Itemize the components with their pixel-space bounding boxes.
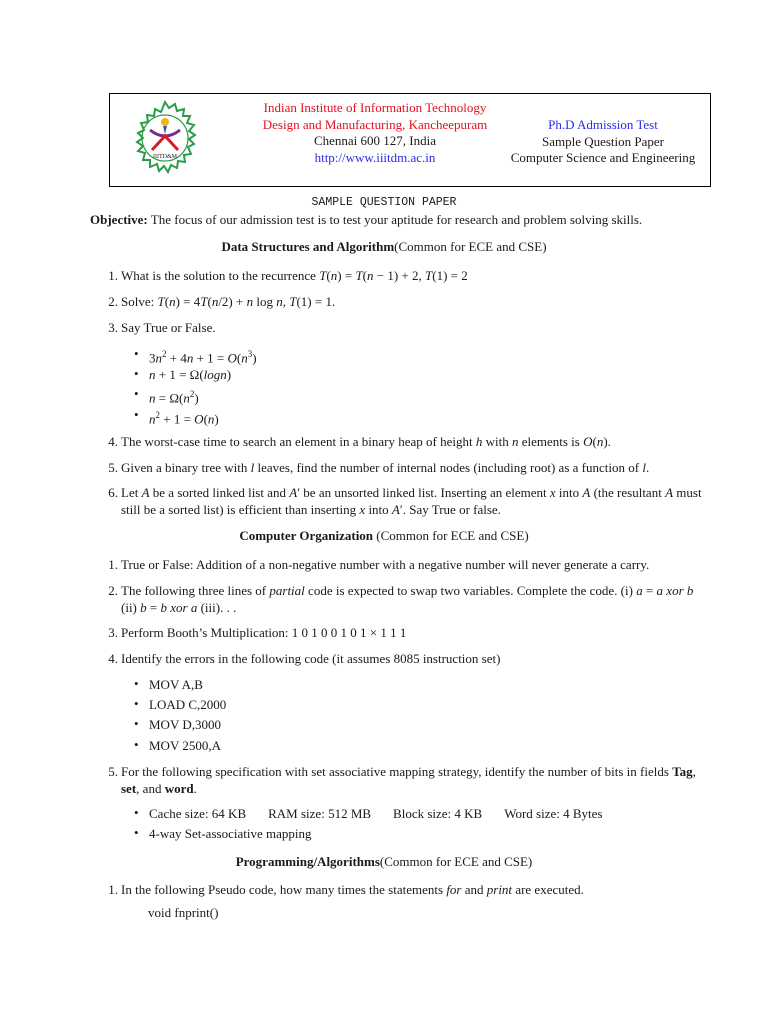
test-title: Ph.D Admission Test bbox=[548, 117, 658, 132]
objective bbox=[90, 211, 710, 228]
institute-address: Chennai 600 127, India bbox=[313, 133, 437, 148]
svg-text:IIITD&M: IIITD&M bbox=[153, 154, 177, 160]
test-info bbox=[500, 117, 706, 167]
svg-text:·····: ····· bbox=[162, 162, 168, 166]
test-department: Computer Science and Engineering bbox=[510, 150, 696, 165]
test-subtitle: Sample Question Paper bbox=[541, 133, 665, 149]
institute-url-link[interactable]: http://www.iiitdm.ac.in bbox=[314, 149, 436, 165]
objective-label: Objective: bbox=[90, 212, 148, 227]
institute-name-line1: Indian Institute of Information Technology bbox=[263, 100, 487, 115]
section-heading-prog: Programming/Algorithms(Common for ECE and CSE) bbox=[235, 854, 533, 869]
section-heading-co: Computer Organization (Common for ECE and CSE) bbox=[239, 528, 529, 543]
institute-name-line2: Design and Manufacturing, Kancheepuram bbox=[262, 116, 488, 132]
header-box bbox=[109, 93, 711, 187]
institute-logo bbox=[122, 98, 208, 184]
institute-info bbox=[250, 100, 500, 166]
objective-text: The focus of our admission test is to test your aptitude for research and problem solving skills. bbox=[147, 212, 643, 227]
section-heading-ds: Data Structures and Algorithm(Common for ECE and CSE) bbox=[221, 239, 547, 254]
code-line: void fnprint() bbox=[148, 905, 219, 920]
paper-title: SAMPLE QUESTION PAPER bbox=[311, 196, 457, 209]
